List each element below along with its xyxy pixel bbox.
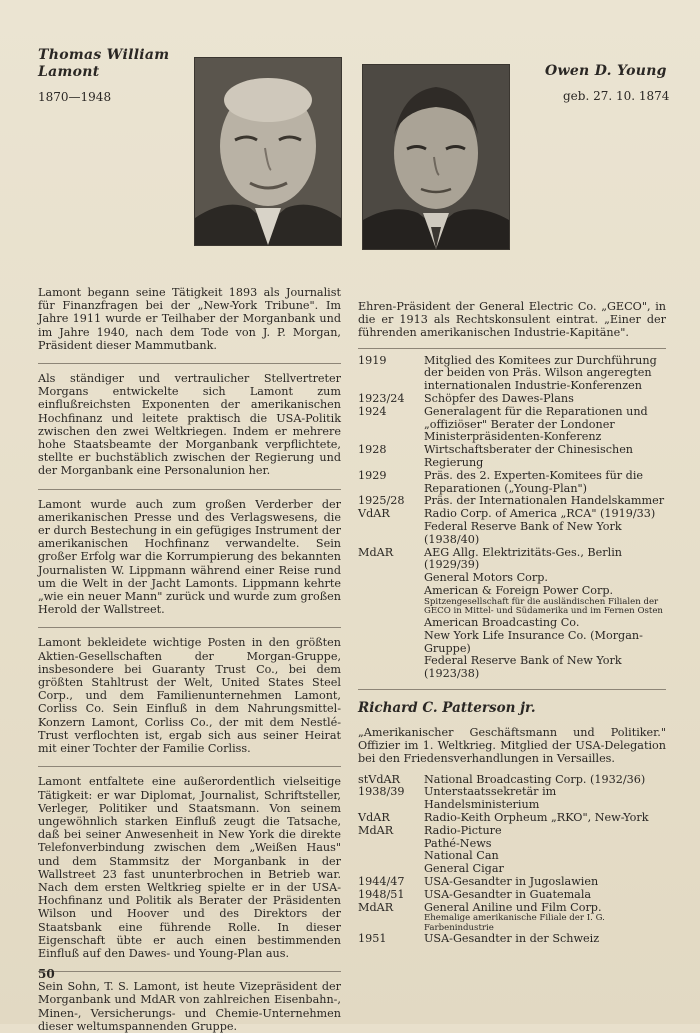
career-entry	[358, 470, 666, 496]
young-intro: Ehren-Präsident der General Electric Co. „GECO", in die er 1913 als Rechtskonsulent eintrat. „Einer der führenden amerikanischen Industrie-Kapitäne".	[358, 300, 666, 340]
patterson-intro: „Amerikanischer Geschäftsmann und Politiker." Offizier im 1. Weltkrieg. Mitglied der USA-Delegation bei den Friedensverhandlungen in Versailles.	[358, 725, 666, 766]
career-entry	[358, 786, 666, 812]
career-entry	[358, 838, 666, 851]
entry-year: stVdAR	[358, 772, 400, 786]
entry-year	[358, 585, 424, 617]
entry-text: Präs. der Internationalen Handelskammer	[424, 494, 665, 508]
entry-text: American Broadcasting Co.	[424, 615, 580, 629]
entry-text: Präs. des 2. Experten-Komitees für die Reparationen („Young-Plan")	[424, 468, 644, 495]
entry-text: National Broadcasting Corp. (1932/36)	[424, 772, 646, 786]
career-entry	[358, 521, 666, 547]
entry-year	[358, 630, 424, 656]
lamont-paragraph-4: Lamont bekleidete wichtige Posten in den größten Aktien-Gesellschaften der Morgan-Gruppe, insbesondere bei Guaranty Trust Co., bei dem größten Stahltrust der Welt, United States Steel Corp., und dem Familienunternehmen Lamont, Corliss Co. Sein Einfluß in dem Nahrungsmittel-Konzern Lamont, Corliss Co., der mit dem Nestlé-Trust verflochten ist, ergab sich aus seiner Heirat mit einer Tochter der Familie Corliss.	[38, 636, 341, 756]
career-entry	[358, 585, 666, 617]
entry-year: 1923/24	[358, 392, 405, 405]
entry-year: 1938/39	[358, 785, 405, 799]
divider	[38, 971, 341, 972]
entry-text: Radio Corp. of America „RCA" (1919/33)	[424, 507, 656, 521]
entry-text: Unterstaatssekretär im Handelsministerium	[424, 785, 557, 812]
entry-year: 1924	[358, 404, 387, 418]
patterson-name: Richard C. Patterson jr.	[358, 699, 536, 716]
entry-year: 1951	[358, 932, 387, 946]
career-entry	[358, 825, 666, 838]
entry-year: MdAR	[358, 900, 394, 914]
entry-text: USA-Gesandter in Guatemala	[424, 887, 592, 901]
entry-text-wrap	[424, 355, 666, 393]
entry-text: Radio-Keith Orpheum „RKO", New-York	[424, 810, 649, 824]
entry-text: New York Life Insurance Co. (Morgan-Gruppe)	[424, 628, 643, 655]
entry-text-wrap	[424, 406, 666, 444]
lamont-paragraph-5: Lamont entfaltete eine außerordentlich vielseitige Tätigkeit: er war Diplomat, Journalist, Schriftsteller, Verleger, Politiker und Staatsmann. Von seinem ungewöhnlich starken Einfluß zeugt die Tatsache, daß bei seiner Anwesenheit in New York die direkte Telefonverbindung zwischen dem „Weißen Haus" und dem Stammsitz der Morganbank in der Wallstreet 23 fast ununterbrochen in Betrieb war. Nach dem ersten Weltkrieg spielte er in der USA-Hochfinanz und Politik als Berater der Präsidenten Wilson und Hoover und des Direktors der Staatsbank eine führende Rolle. In dieser Eigenschaft übte er auch einen bestimmenden Einfluß auf den Dawes- und Young-Plan aus.	[38, 775, 341, 960]
entry-text: National Can	[424, 849, 499, 863]
entry-year	[358, 850, 424, 863]
entry-note: Spitzengesellschaft für die ausländischen Filialen der GECO in Mittel- und Südamerika und im Fernen Osten	[424, 596, 663, 617]
lamont-portrait	[194, 57, 342, 246]
entry-year: 1925/28	[358, 494, 405, 508]
career-entry	[358, 355, 666, 393]
career-entry	[358, 444, 666, 470]
lamont-paragraph-2: Als ständiger und vertraulicher Stellvertreter Morgans entwickelte sich Lamont zum einflußreichsten Exponenten der amerikanischen Hochfinanz und leitete praktisch die USA-Politik zwischen den zwei Weltkriegen. Indem er mehrere hohe Staatsbeamte der Morganbank verpflichtete, stellte er buchstäblich zwischen der Regierung und der Morganbank eine Personalunion her.	[38, 372, 341, 478]
entry-text: Federal Reserve Bank of New York (1938/40)	[424, 519, 622, 546]
career-entry	[358, 933, 666, 946]
entry-text-wrap	[424, 786, 666, 812]
entry-year	[358, 655, 424, 681]
lamont-biography	[38, 286, 341, 1033]
entry-text-wrap	[424, 902, 666, 934]
entry-text: Schöpfer des Dawes-Plans	[424, 392, 574, 405]
entry-note: Ehemalige amerikanische Filiale der I. G. Farbenindustrie	[424, 913, 605, 933]
young-patterson-column	[358, 300, 666, 946]
divider	[38, 766, 341, 767]
entry-text: USA-Gesandter in Jugoslawien	[424, 874, 599, 888]
entry-text-wrap	[424, 655, 666, 681]
career-entry	[358, 655, 666, 681]
career-entry	[358, 902, 666, 934]
young-dates: geb. 27. 10. 1874	[563, 89, 670, 103]
entry-text: Mitglied des Komitees zur Durchführung der beiden von Präs. Wilson angeregten internationalen Industrie-Konferenzen	[424, 353, 657, 393]
career-entry	[358, 850, 666, 863]
entry-text: Pathé-News	[424, 836, 492, 850]
young-name: Owen D. Young	[545, 63, 667, 79]
entry-text-wrap	[424, 933, 666, 946]
entry-text: Federal Reserve Bank of New York (1923/38)	[424, 654, 622, 681]
entry-year	[358, 617, 424, 630]
entry-text-wrap	[424, 521, 666, 547]
entry-text: General Motors Corp.	[424, 571, 548, 585]
entry-text: American & Foreign Power Corp.	[424, 583, 614, 597]
entry-year	[358, 521, 424, 547]
career-entry	[358, 547, 666, 573]
lamont-paragraph-1: Lamont begann seine Tätigkeit 1893 als Journalist für Finanzfragen bei der „New-York Tribune". Im Jahre 1911 wurde er Teilhaber der Morganbank und im Jahre 1940, nach dem Tode von J. P. Morgan, Präsident dieser Mammutbank.	[38, 286, 341, 352]
entry-text-wrap	[424, 585, 666, 617]
entry-text: General Cigar	[424, 862, 504, 876]
divider	[38, 363, 341, 364]
entry-year: 1948/51	[358, 887, 405, 901]
entry-text-wrap	[424, 630, 666, 656]
entry-year: 1944/47	[358, 874, 405, 888]
entry-year: MdAR	[358, 823, 394, 837]
lamont-name-line2: Lamont	[38, 64, 100, 80]
career-entry	[358, 812, 666, 825]
entry-year: 1928	[358, 443, 387, 457]
entry-text: Generalagent für die Reparationen und „offiziöser" Berater der Londoner Ministerpräsidenten-Konferenz	[424, 404, 648, 444]
page-number: 50	[38, 967, 55, 981]
entry-year	[358, 572, 424, 585]
lamont-paragraph-3: Lamont wurde auch zum großen Verderber der amerikanischen Presse und des Verlagswesens, die er durch Bestechung in ein gefügiges Instrument der amerikanischen Hochfinanz verwandelte. Sein großer Erfolg war die Korrumpierung des bekannten Journalisten W. Lippmann während einer Reise rund um die Welt in der Jacht Lamonts. Lippmann kehrte „wie ein neuer Mann" zurück und wurde zum großen Herold der Wallstreet.	[38, 497, 341, 617]
entry-year: VdAR	[358, 507, 390, 521]
career-entry	[358, 630, 666, 656]
entry-year	[358, 838, 424, 851]
young-career-list	[358, 355, 666, 681]
entry-text: Radio-Picture	[424, 823, 502, 837]
entry-text-wrap	[424, 470, 666, 496]
divider	[38, 489, 341, 490]
entry-text: Wirtschaftsberater der Chinesischen Regierung	[424, 443, 634, 469]
entry-text: AEG Allg. Elektrizitäts-Ges., Berlin (1929/39)	[424, 545, 622, 572]
entry-year: 1919	[358, 353, 387, 367]
divider	[38, 627, 341, 628]
young-portrait	[362, 64, 510, 250]
entry-text-wrap	[424, 444, 666, 470]
entry-year: 1929	[358, 468, 387, 482]
entry-text: USA-Gesandter in der Schweiz	[424, 932, 600, 946]
patterson-career-list	[358, 774, 666, 947]
entry-year: MdAR	[358, 545, 394, 559]
lamont-paragraph-6: Sein Sohn, T. S. Lamont, ist heute Vizepräsident der Morganbank und MdAR von zahlreichen Eisenbahn-, Minen-, Versicherungs- und Chemie-Unternehmen dieser weltumspannenden Gruppe.	[38, 980, 341, 1033]
entry-year: VdAR	[358, 810, 390, 824]
lamont-name	[38, 47, 188, 81]
divider	[358, 689, 666, 690]
divider	[358, 348, 666, 349]
career-entry	[358, 406, 666, 444]
entry-year	[358, 863, 424, 876]
lamont-name-line1: Thomas William	[38, 47, 170, 63]
entry-text-wrap	[424, 547, 666, 573]
entry-text: General Aniline und Film Corp.	[424, 900, 602, 914]
lamont-dates: 1870—1948	[38, 90, 112, 104]
